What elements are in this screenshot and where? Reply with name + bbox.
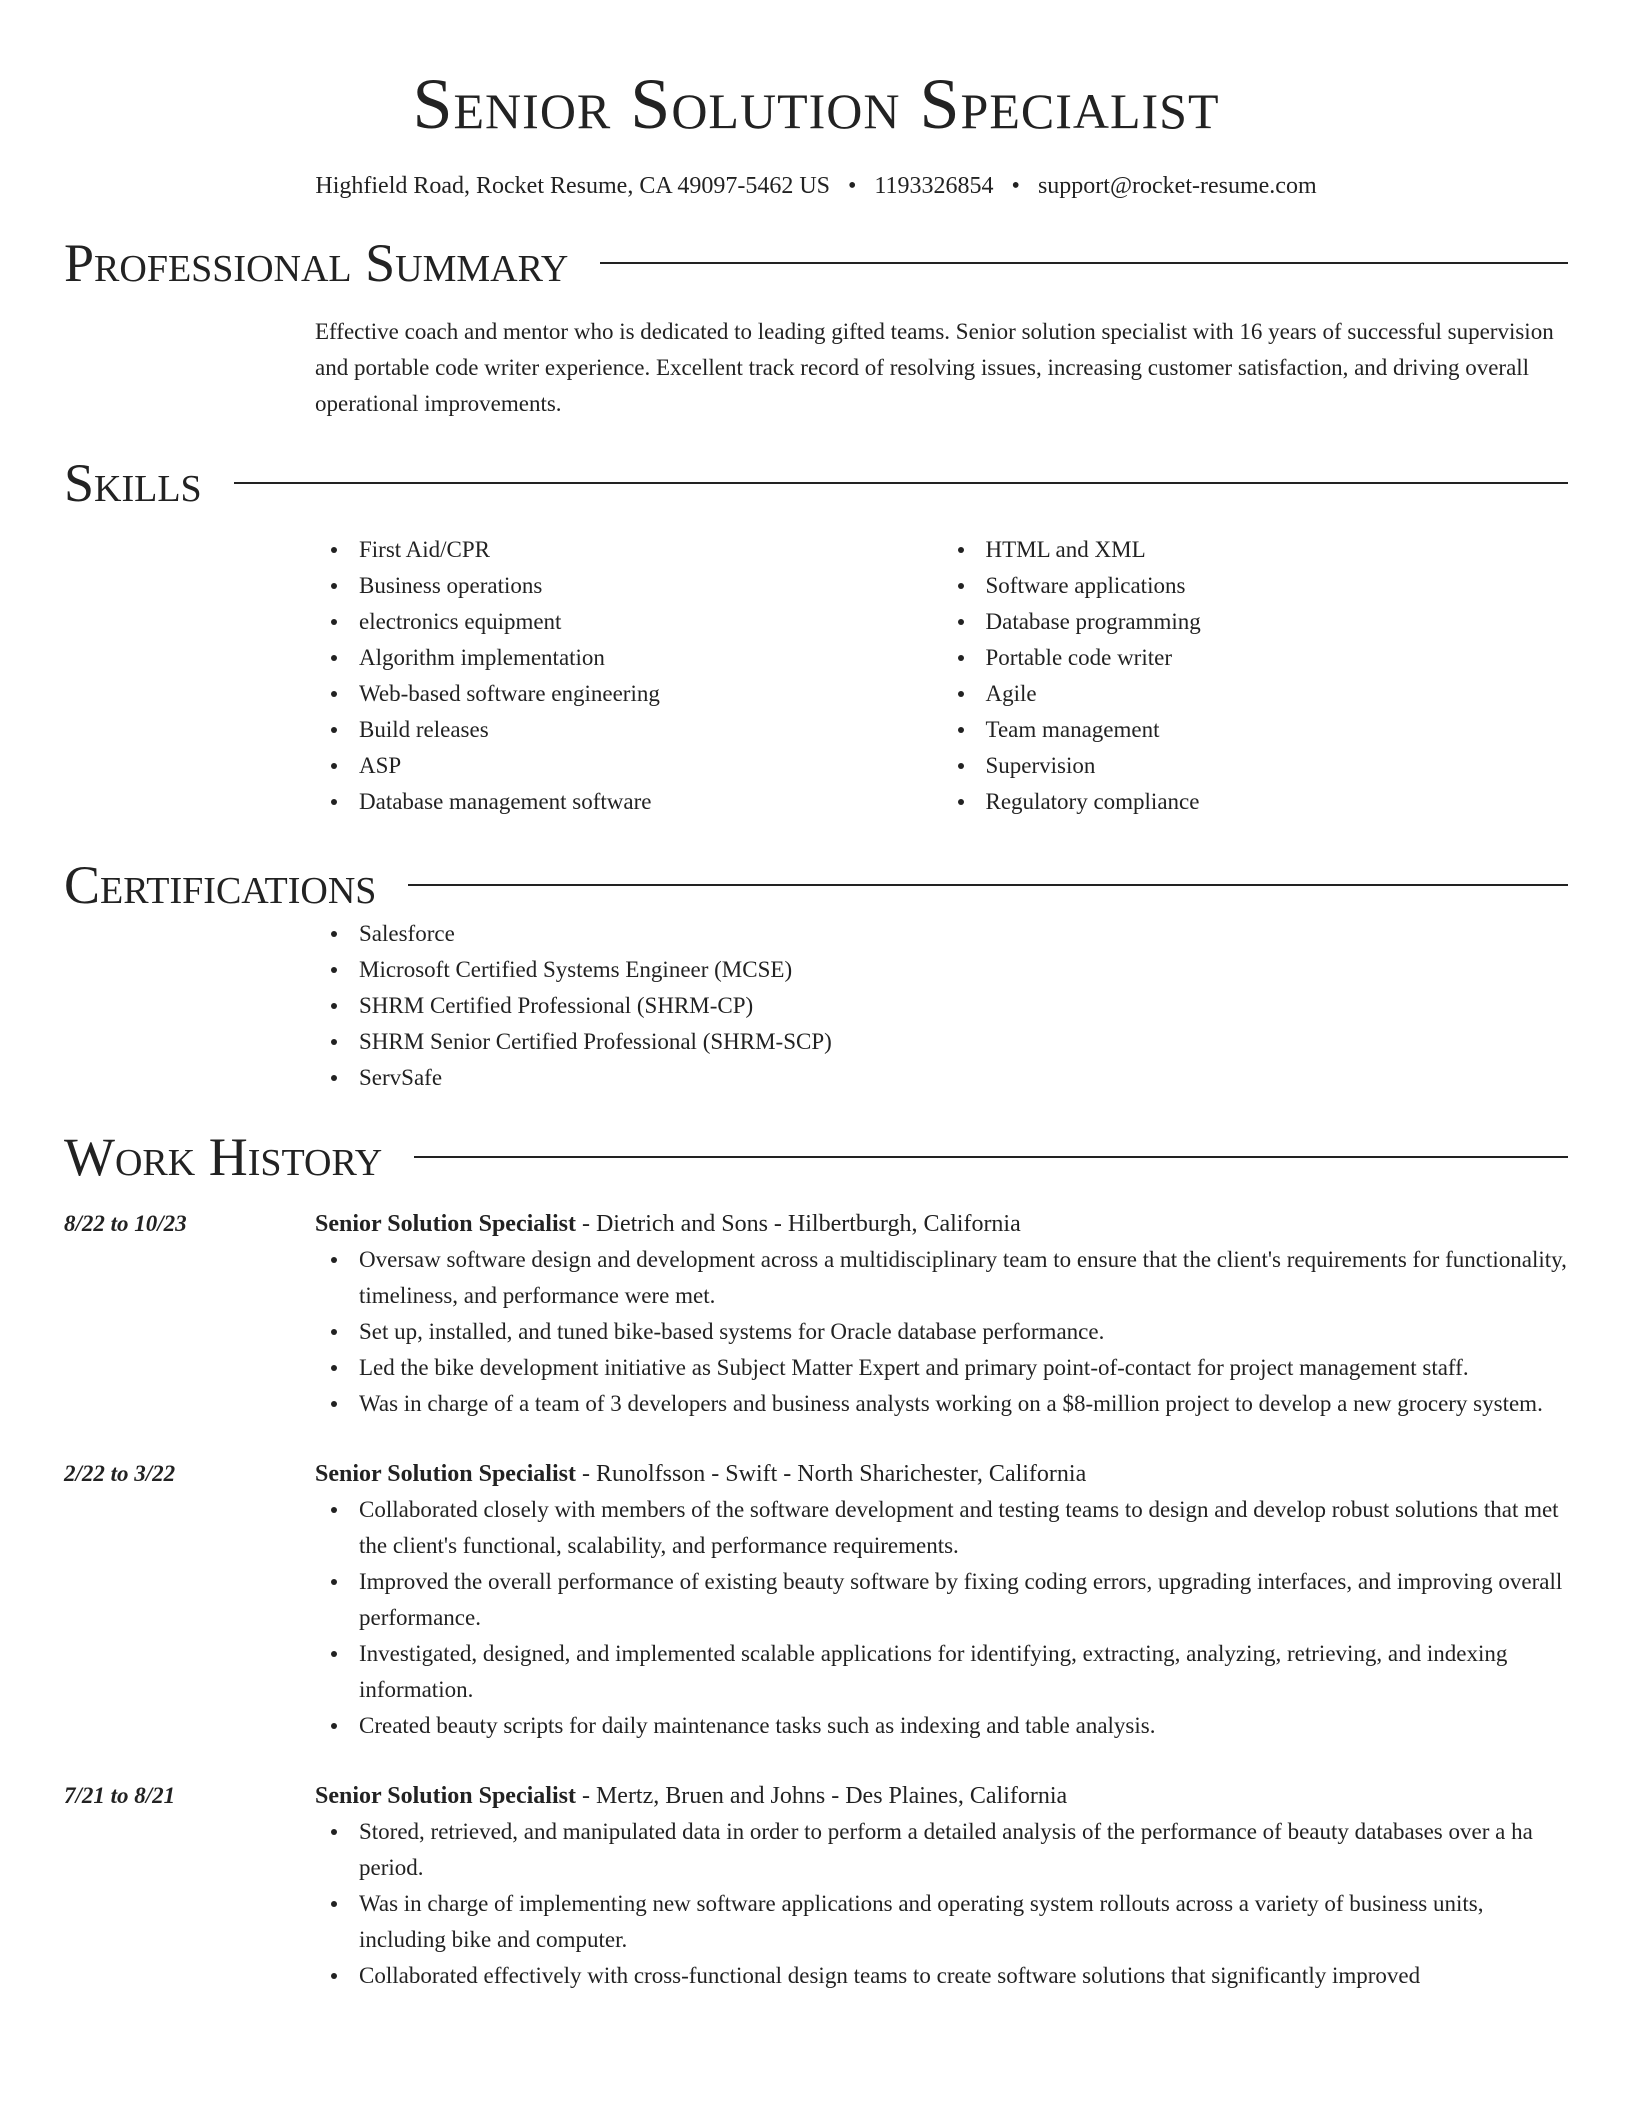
summary-title: Professional Summary — [64, 233, 569, 293]
skill-item: Software applications — [986, 568, 1569, 604]
certifications-list — [315, 916, 1568, 1096]
work-title: Work History — [64, 1127, 383, 1187]
job-details: - Dietrich and Sons - Hilbertburgh, California — [575, 1211, 1021, 1237]
job-heading — [315, 1206, 1568, 1242]
section-divider — [408, 884, 1568, 886]
job-bullet-list — [315, 1814, 1568, 1994]
job-bullet: Set up, installed, and tuned bike-based systems for Oracle database performance. — [359, 1314, 1568, 1350]
certifications-title: Certifications — [64, 855, 377, 915]
job-bullet-list — [315, 1242, 1568, 1422]
summary-text: Effective coach and mentor who is dedicated to leading gifted teams. Senior solution specialist with 16 years of successful supervision and portable code writer experience. Excellent track record of resolving issues, increasing customer satisfaction, and driving overall operational improvements. — [315, 319, 1554, 416]
skills-grid — [315, 532, 1568, 820]
job-main — [315, 1456, 1568, 1744]
certification-item: SHRM Certified Professional (SHRM-CP) — [359, 988, 1568, 1024]
skills-list-left — [315, 532, 942, 820]
job-dates: 2/22 to 3/22 — [64, 1461, 176, 1486]
job-bullet: Collaborated closely with members of the software development and testing teams to design and develop robust solutions that met the client's functional, scalability, and performance requirements. — [359, 1492, 1568, 1564]
skill-item: Web-based software engineering — [359, 676, 942, 712]
job-details: - Runolfsson - Swift - North Sharichester, California — [575, 1461, 1087, 1487]
job-bullet: Stored, retrieved, and manipulated data in order to perform a detailed analysis of the performance of beauty databases over a ha period. — [359, 1814, 1568, 1886]
skill-item: Supervision — [986, 748, 1569, 784]
skills-section-header — [64, 452, 1568, 514]
job-bullet: Was in charge of implementing new software applications and operating system rollouts across a variety of business units, including bike and computer. — [359, 1886, 1568, 1958]
section-divider — [414, 1156, 1568, 1158]
job-title: Senior Solution Specialist — [315, 1461, 576, 1487]
skill-item: Portable code writer — [986, 640, 1569, 676]
skill-item: Algorithm implementation — [359, 640, 942, 676]
skill-item: Regulatory compliance — [986, 784, 1569, 820]
skill-item: Business operations — [359, 568, 942, 604]
skill-item: Team management — [986, 712, 1569, 748]
job-main — [315, 1206, 1568, 1422]
skills-list-right — [942, 532, 1569, 820]
skill-item: HTML and XML — [986, 532, 1569, 568]
contact-separator: • — [848, 173, 857, 199]
job-dates: 8/22 to 10/23 — [64, 1211, 187, 1236]
certification-item: SHRM Senior Certified Professional (SHRM-SCP) — [359, 1024, 1568, 1060]
job-entry — [64, 1206, 1568, 1422]
contact-line — [64, 170, 1568, 202]
skills-title: Skills — [64, 453, 202, 513]
contact-separator: • — [1011, 173, 1020, 199]
job-bullet: Collaborated effectively with cross-functional design teams to create software solutions that significantly improved — [359, 1958, 1568, 1994]
skill-item: electronics equipment — [359, 604, 942, 640]
job-dates: 7/21 to 8/21 — [64, 1783, 176, 1808]
certifications-section — [315, 916, 1568, 1096]
resume-page — [64, 0, 1568, 1994]
contact-email: support@rocket-resume.com — [1037, 173, 1317, 199]
job-entry — [64, 1456, 1568, 1744]
certification-item: ServSafe — [359, 1060, 1568, 1096]
certification-item: Microsoft Certified Systems Engineer (MCSE) — [359, 952, 1568, 988]
summary-section-header — [64, 232, 1568, 294]
skill-item: First Aid/CPR — [359, 532, 942, 568]
job-bullet: Investigated, designed, and implemented scalable applications for identifying, extracting, analyzing, retrieving, and indexing information. — [359, 1636, 1568, 1708]
work-section-header — [64, 1126, 1568, 1188]
job-main — [315, 1778, 1568, 1994]
skills-section — [315, 532, 1568, 820]
skill-item: Build releases — [359, 712, 942, 748]
job-details: - Mertz, Bruen and Johns - Des Plaines, California — [575, 1783, 1068, 1809]
summary-section — [315, 314, 1568, 422]
job-bullet: Led the bike development initiative as Subject Matter Expert and primary point-of-contact for project management staff. — [359, 1350, 1568, 1386]
job-bullet: Oversaw software design and development across a multidisciplinary team to ensure that the client's requirements for functionality, timeliness, and performance were met. — [359, 1242, 1568, 1314]
job-title: Senior Solution Specialist — [315, 1211, 576, 1237]
certification-item: Salesforce — [359, 916, 1568, 952]
job-bullet: Created beauty scripts for daily maintenance tasks such as indexing and table analysis. — [359, 1708, 1568, 1744]
job-entry — [64, 1778, 1568, 1994]
contact-address: Highfield Road, Rocket Resume, CA 49097-5462 US — [315, 173, 831, 199]
job-bullet: Improved the overall performance of existing beauty software by fixing coding errors, upgrading interfaces, and improving overall performance. — [359, 1564, 1568, 1636]
skill-item: Database management software — [359, 784, 942, 820]
job-title: Senior Solution Specialist — [315, 1783, 576, 1809]
skill-item: Database programming — [986, 604, 1569, 640]
job-heading — [315, 1456, 1568, 1492]
skill-item: Agile — [986, 676, 1569, 712]
job-bullet-list — [315, 1492, 1568, 1744]
resume-name: Senior Solution Specialist — [412, 64, 1220, 144]
job-bullet: Was in charge of a team of 3 developers and business analysts working on a $8-million project to develop a new grocery system. — [359, 1386, 1568, 1422]
section-divider — [600, 262, 1568, 264]
job-heading — [315, 1778, 1568, 1814]
skill-item: ASP — [359, 748, 942, 784]
certifications-section-header — [64, 854, 1568, 916]
section-divider — [234, 482, 1568, 484]
contact-phone: 1193326854 — [874, 173, 994, 199]
